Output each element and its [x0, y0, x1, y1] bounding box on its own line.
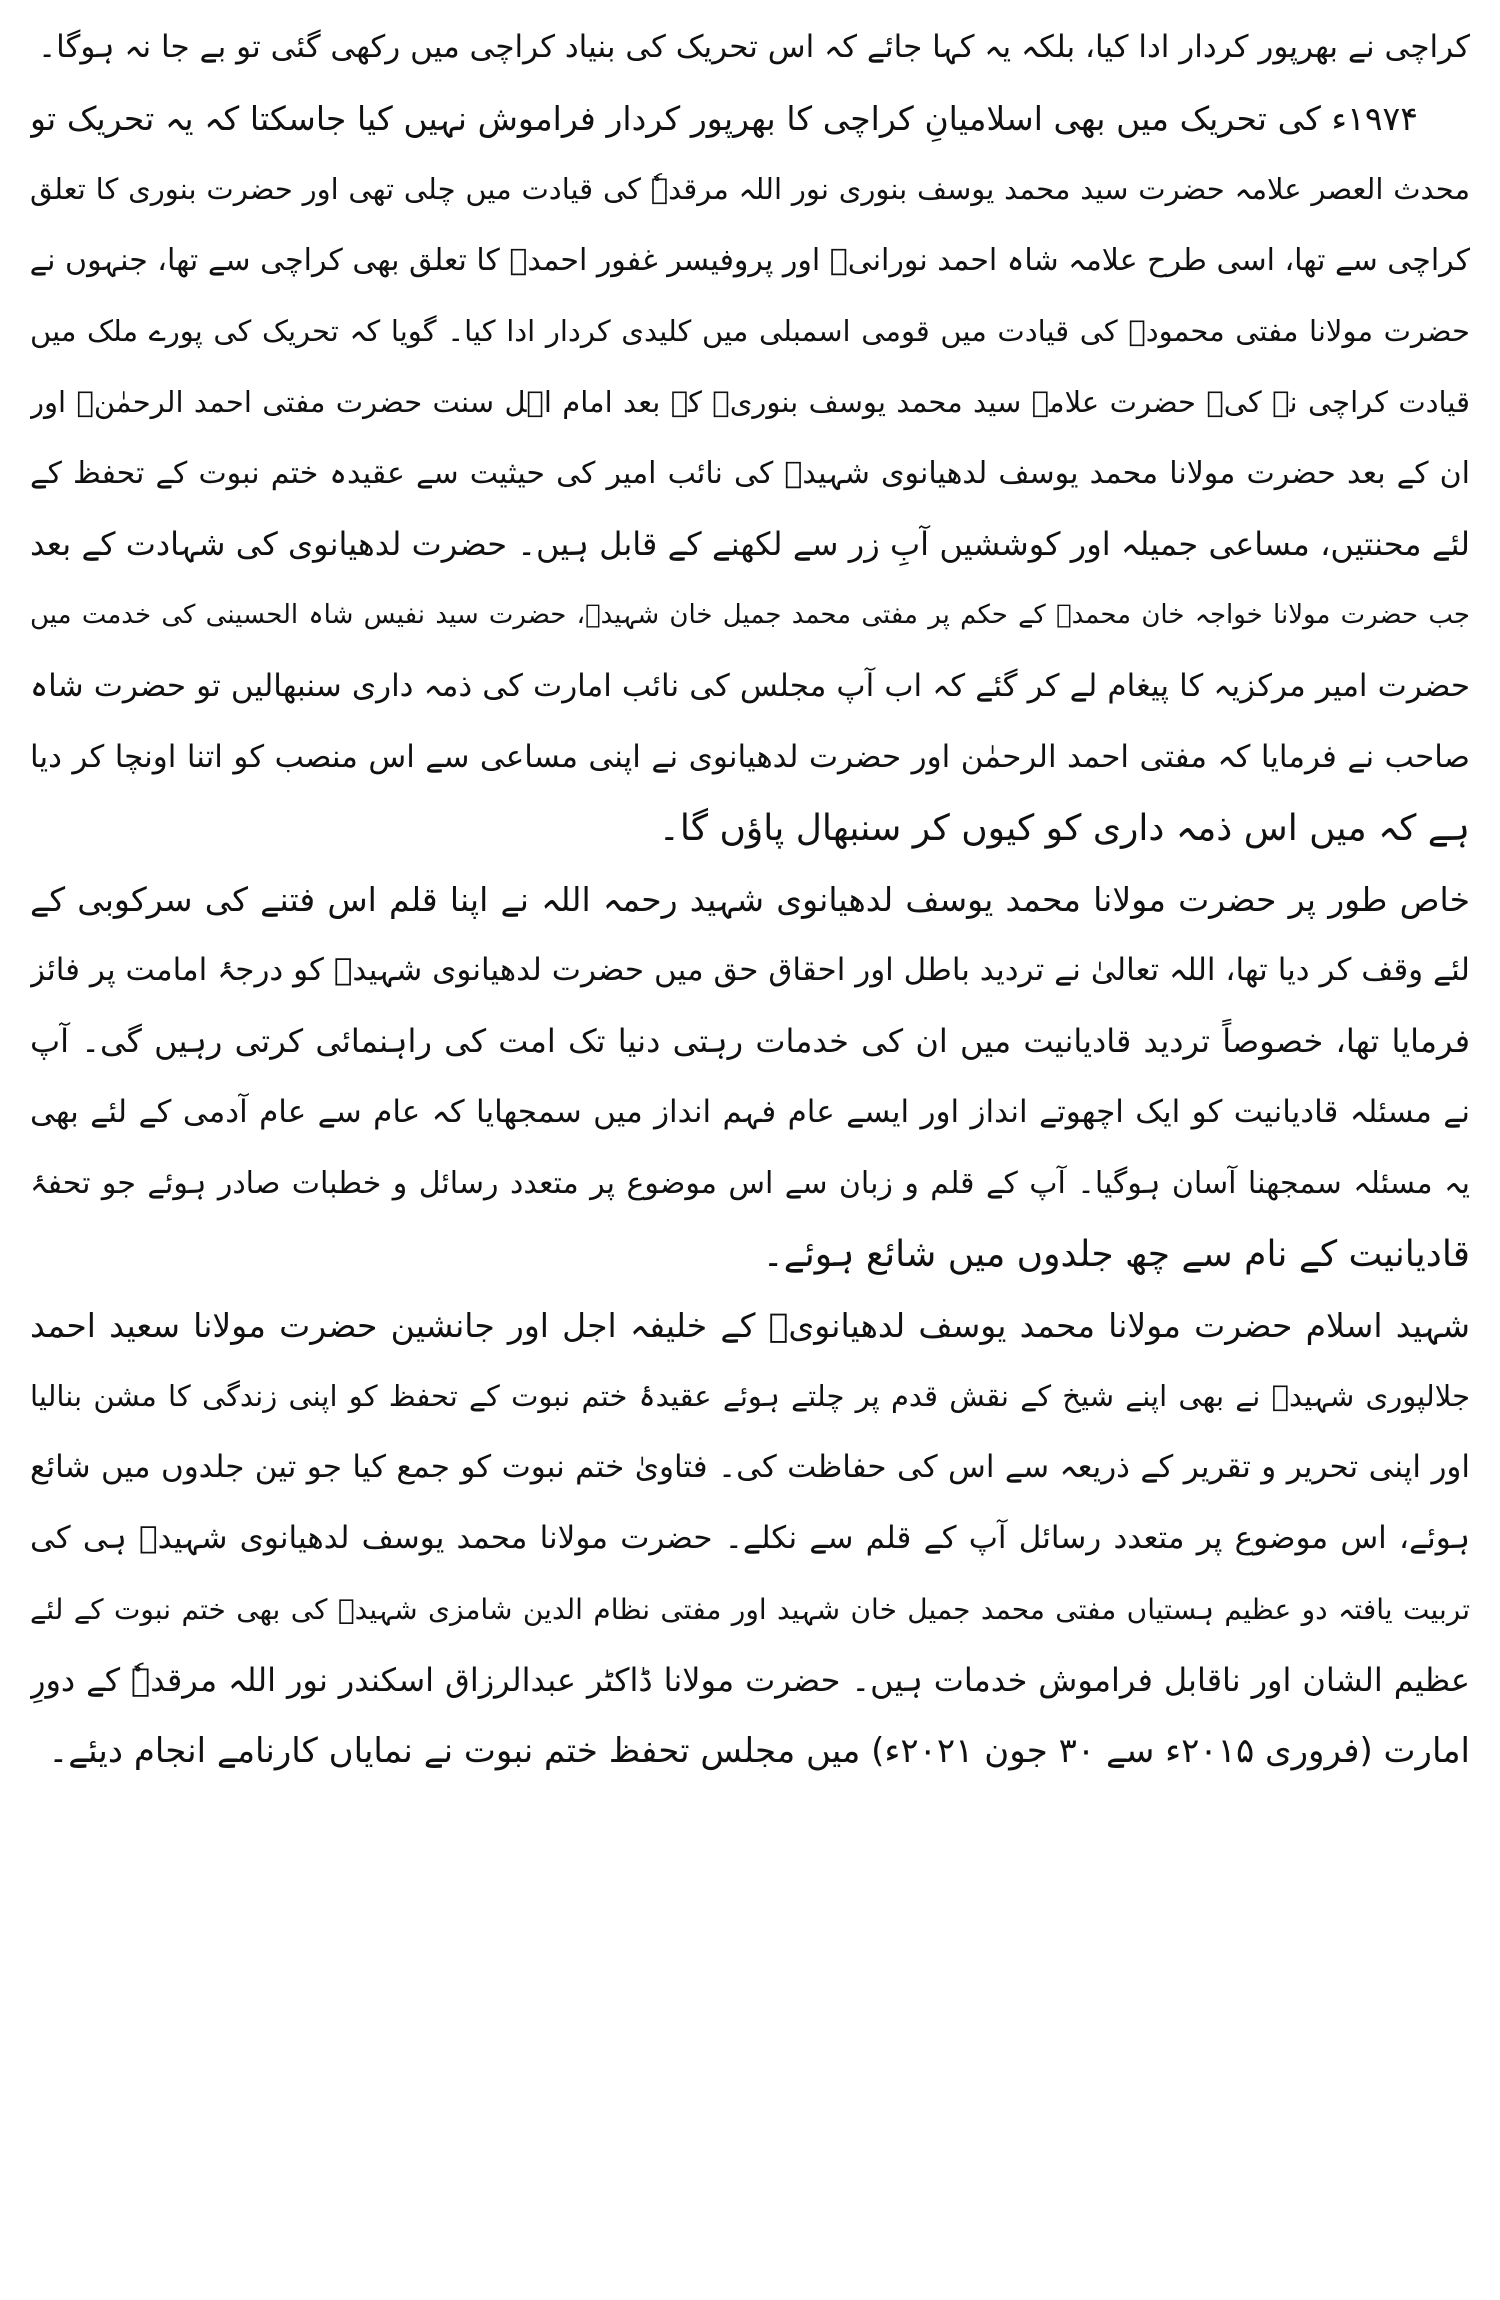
text-line: شہید اسلام حضرت مولانا محمد یوسف لدھیانویؒ کے خلیفہ اجل اور جانشین حضرت مولانا سعید احمد: [30, 1306, 1470, 1345]
text-line: لئے محنتیں، مساعی جمیلہ اور کوششیں آبِ زر سے لکھنے کے قابل ہیں۔ حضرت لدھیانوی کی شہادت کے بعد: [30, 525, 1470, 563]
paragraph-karachi-role: [30, 12, 1470, 83]
text-line: اور اپنی تحریر و تقریر کے ذریعہ سے اس کی حفاظت کی۔ فتاویٰ ختم نبوت کو جمع کیا جو تین جلدوں میں شائع: [30, 1449, 1470, 1485]
text-line: لئے وقف کر دیا تھا، اللہ تعالیٰ نے تردید باطل اور احقاق حق میں حضرت لدھیانوی شہیدؒ کو درجۂ امامت پر فائز: [30, 952, 1470, 988]
text-line: حضرت مولانا مفتی محمودؒ کی قیادت میں قومی اسمبلی میں کلیدی کردار ادا کیا۔ گویا کہ تحریک کی پورے ملک میں: [30, 314, 1470, 348]
text-line: کراچی نے بھرپور کردار ادا کیا، بلکہ یہ کہا جائے کہ اس تحریک کی بنیاد کراچی میں رکھی گئی تو بے جا نہ ہوگا۔: [37, 29, 1470, 65]
paragraph-jalalpuri-successor: [30, 1290, 1470, 1787]
paragraph-1974-movement: [30, 83, 1470, 864]
text-line: صاحب نے فرمایا کہ مفتی احمد الرحمٰن اور حضرت لدھیانوی نے اپنی مساعی سے اس منصب کو اتنا اونچا کر دیا: [30, 739, 1470, 775]
text-line: خاص طور پر حضرت مولانا محمد یوسف لدھیانوی شہید رحمہ اللہ نے اپنا قلم اس فتنے کی سرکوبی کے: [30, 880, 1470, 919]
text-line: کراچی سے تھا، اسی طرح علامہ شاہ احمد نورانیؒ اور پروفیسر غفور احمدؒ کا تعلق بھی کراچی سے تھا، جنہوں نے: [30, 243, 1470, 278]
text-line: امارت (فروری ۲۰۱۵ء سے ۳۰ جون ۲۰۲۱ء) میں مجلس تحفظ ختم نبوت نے نمایاں کارنامے انجام دیئے۔: [48, 1731, 1470, 1771]
text-line: نے مسئلہ قادیانیت کو ایک اچھوتے انداز اور ایسے عام فہم انداز میں سمجھایا کہ عام سے عام آدمی کے لئے بھی: [30, 1094, 1470, 1130]
paragraph-ludhianvi-pen: [30, 864, 1470, 1290]
text-line: محدث العصر علامہ حضرت سید محمد یوسف بنوری نور اللہ مرقدہٗ کی قیادت میں چلی تھی اور حضرت بنوری کا تعلق: [30, 172, 1470, 206]
text-line: تربیت یافتہ دو عظیم ہستیاں مفتی محمد جمیل خان شہید اور مفتی نظام الدین شامزی شہیدؒ کی بھی ختم نبوت کے لئے: [30, 1593, 1470, 1626]
text-line: یہ مسئلہ سمجھنا آسان ہوگیا۔ آپ کے قلم و زبان سے اس موضوع پر متعدد رسائل و خطبات صادر ہوئے جو تحفۂ: [30, 1166, 1470, 1201]
text-line: عظیم الشان اور ناقابل فراموش خدمات ہیں۔ حضرت مولانا ڈاکٹر عبدالرزاق اسکندر نور اللہ مرقدہٗ کے دورِ: [30, 1661, 1470, 1699]
text-line: ہے کہ میں اس ذمہ داری کو کیوں کر سنبھال پاؤں گا۔: [658, 808, 1470, 849]
text-line: ۱۹۷۴ء کی تحریک میں بھی اسلامیانِ کراچی کا بھرپور کردار فراموش نہیں کیا جاسکتا کہ یہ تحریک تو: [30, 99, 1418, 138]
text-line: جب حضرت مولانا خواجہ خان محمدؒ کے حکم پر مفتی محمد جمیل خان شہیدؒ، حضرت سید نفیس شاہ الحسینی کی خدمت میں: [30, 600, 1470, 630]
text-line: حضرت امیر مرکزیہ کا پیغام لے کر گئے کہ اب آپ مجلس کی نائب امارت کی ذمہ داری سنبھالیں تو حضرت شاہ: [30, 668, 1470, 704]
text-line: قیادت کراچی نے کی۔ حضرت علامہ سید محمد یوسف بنوریؒ کے بعد امام اہل سنت حضرت مفتی احمد الرحمٰنؒ اور: [30, 385, 1470, 419]
text-line: قادیانیت کے نام سے چھ جلدوں میں شائع ہوئے۔: [762, 1234, 1470, 1275]
text-line: جلالپوری شہیدؒ نے بھی اپنے شیخ کے نقش قدم پر چلتے ہوئے عقیدۂ ختم نبوت کے تحفظ کو اپنی زندگی کا مشن بنالیا: [30, 1379, 1470, 1413]
text-line: فرمایا تھا، خصوصاً تردید قادیانیت میں ان کی خدمات رہتی دنیا تک امت کی راہنمائی کرتی رہیں گی۔ آپ: [30, 1022, 1470, 1060]
text-line: ان کے بعد حضرت مولانا محمد یوسف لدھیانوی شہیدؒ کی نائب امیر کی حیثیت سے عقیدہ ختم نبوت کے تحفظ کے: [30, 456, 1470, 491]
text-line: ہوئے، اس موضوع پر متعدد رسائل آپ کے قلم سے نکلے۔ حضرت مولانا محمد یوسف لدھیانوی شہیدؒ ہی کی: [30, 1520, 1470, 1556]
